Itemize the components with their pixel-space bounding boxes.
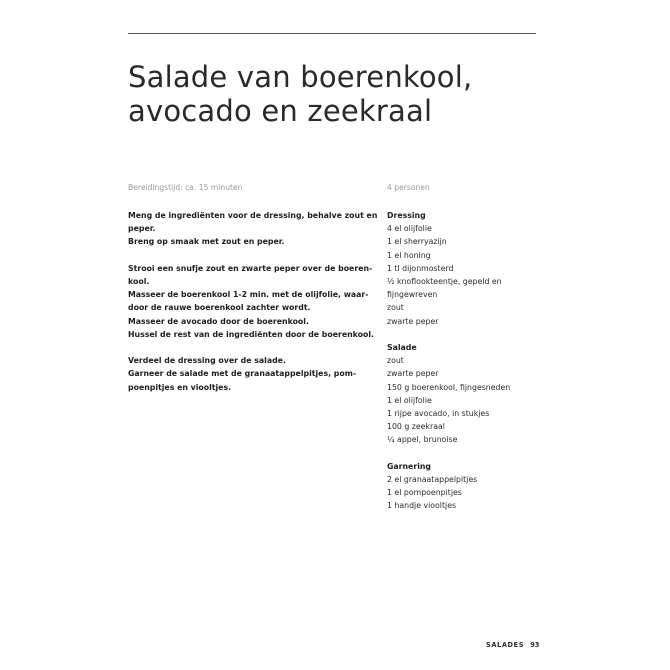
method-line: Masseer de avocado door de boerenkool. [128, 316, 309, 326]
ingredient-item: 1 el pompoenpitjes [387, 488, 462, 498]
ingredient-item: 2 el granaatappelpitjes [387, 475, 478, 485]
servings: 4 personen [387, 183, 430, 192]
top-divider [128, 33, 536, 34]
method-paragraph-3 [128, 354, 378, 394]
method-line: Strooi een snufje zout en zwarte peper over de boeren- [128, 263, 373, 273]
page-footer [486, 640, 539, 650]
ingredient-item: zwarte peper [387, 369, 439, 379]
ingredient-item: 1 handje viooltjes [387, 501, 457, 511]
method-line: Meng de ingrediënten voor de dressing, behalve zout en [128, 211, 378, 220]
ingredient-group-dressing [387, 209, 547, 328]
method-line: Masseer de boerenkool 1-2 min. met de olijfolie, waar- [128, 290, 369, 300]
method-line: peper. [128, 224, 156, 234]
ingredient-item: 1 tl dijonmosterd [387, 263, 454, 273]
recipe-title [128, 60, 548, 128]
method-line: Hussel de rest van de ingrediënten door de boerenkool. [128, 329, 375, 339]
ingredient-item: 1 el sherryazijn [387, 237, 447, 247]
page-number: 93 [530, 641, 540, 649]
group-title: Garnering [387, 461, 431, 471]
ingredient-item: 150 g boerenkool, fijngesneden [387, 382, 511, 392]
method-line: poenpitjes en viooltjes. [128, 382, 232, 392]
ingredient-item: zwarte peper [387, 316, 439, 326]
section-name: SALADES [486, 641, 525, 649]
ingredient-item: 4 el olijfolie [387, 224, 432, 234]
ingredient-item: 1 rijpe avocado, in stukjes [387, 409, 490, 419]
method-line: Verdeel de dressing over de salade. [128, 356, 286, 366]
method-paragraph-2 [128, 262, 378, 341]
method-line: Garneer de salade met de granaatappelpitjes, pom- [128, 369, 357, 379]
ingredient-group-garnering [387, 460, 547, 513]
method-paragraph-1 [128, 209, 378, 249]
group-title: Salade [387, 343, 417, 353]
method-line: kool. [128, 277, 150, 286]
ingredient-item: zout [387, 356, 404, 366]
group-title: Dressing [387, 211, 426, 220]
ingredient-item: ¼ appel, brunoise [387, 435, 458, 445]
ingredient-item: 1 el honing [387, 250, 431, 260]
prep-time: Bereidingstijd: ca. 15 minuten [128, 183, 243, 192]
method-steps [128, 209, 378, 407]
ingredient-item: 1 el olijfolie [387, 395, 432, 405]
ingredient-item: zout [387, 303, 404, 313]
recipe-title-line-2: avocado en zeekraal [128, 94, 433, 128]
ingredient-item: 100 g zeekraal [387, 422, 445, 432]
ingredient-item: ½ knoflookteentje, gepeld en [387, 277, 502, 287]
ingredient-group-salade [387, 341, 547, 447]
method-line: door de rauwe boerenkool zachter wordt. [128, 303, 311, 313]
method-line: Breng op smaak met zout en peper. [128, 237, 285, 247]
ingredient-list [387, 209, 547, 526]
ingredient-item: fijngewreven [387, 290, 438, 300]
recipe-title-line-1: Salade van boerenkool, [128, 60, 473, 94]
